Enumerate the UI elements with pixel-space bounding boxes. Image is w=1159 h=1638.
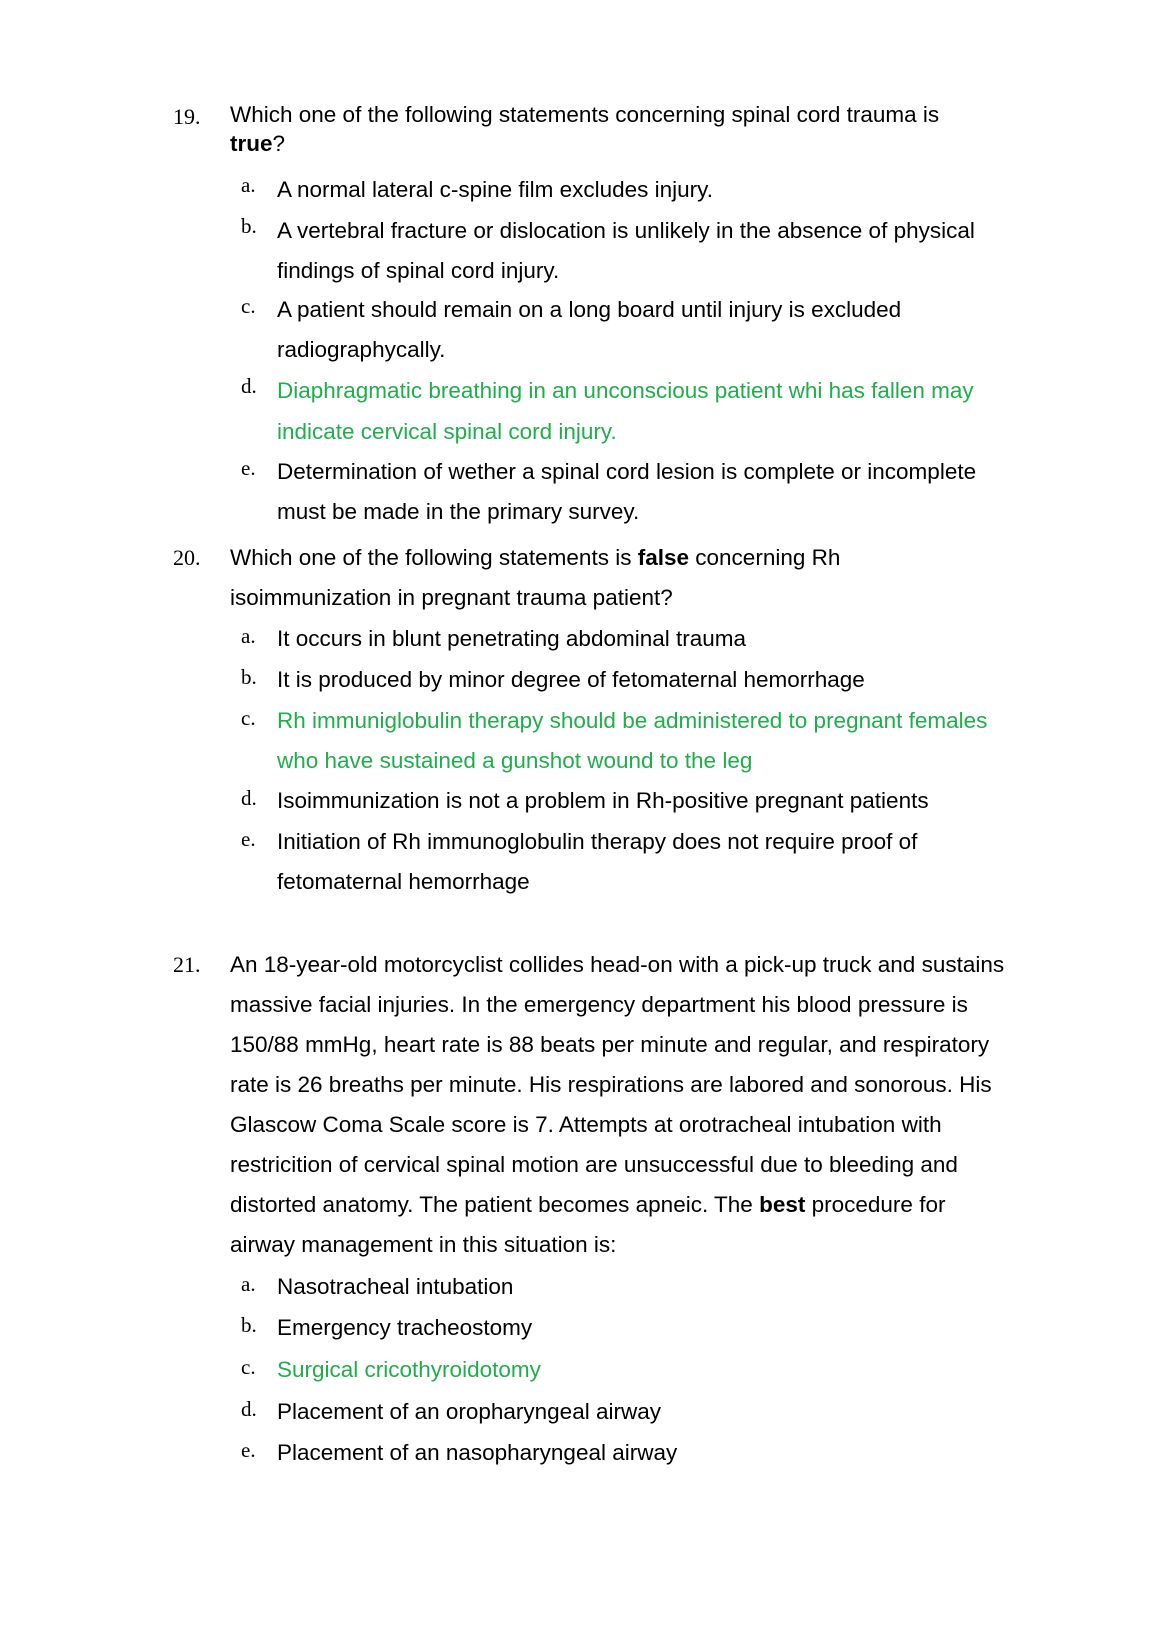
option-text-correct: Surgical cricothyroidotomy <box>277 1357 541 1382</box>
option-letter: c. <box>241 1355 256 1379</box>
option-letter: d. <box>241 374 257 398</box>
option-letter: a. <box>241 173 256 197</box>
option-text: Placement of an nasopharyngeal airway <box>277 1440 678 1465</box>
option-text: Placement of an oropharyngeal airway <box>277 1399 661 1424</box>
option-letter: c. <box>241 294 256 318</box>
question-stem <box>230 538 870 618</box>
stem-text-end: procedure for airway management in this situation is: <box>230 1192 946 1257</box>
option-letter: a. <box>241 1272 256 1296</box>
option-text: Nasotracheal intubation <box>277 1274 514 1299</box>
stem-text: Which one of the following statements is <box>230 545 632 570</box>
stem-emphasis: best <box>759 1192 806 1217</box>
option-letter: b. <box>241 665 257 689</box>
option-text: A patient should remain on a long board until injury is excluded radiographycally. <box>277 297 902 362</box>
stem-text-end: concerning Rh isoimmunization in pregnant trauma patient? <box>230 545 841 610</box>
option-letter: d. <box>241 1397 257 1421</box>
option-text-correct: Rh immuniglobulin therapy should be administered to pregnant females who have sustained a gunshot wound to the leg <box>277 708 988 773</box>
question-number: 19. <box>173 104 201 129</box>
option-text: Emergency tracheostomy <box>277 1315 533 1340</box>
option-letter: b. <box>241 1313 257 1337</box>
option-letter: e. <box>241 1438 256 1462</box>
option-text-correct: Diaphragmatic breathing in an unconscious patient whi has fallen may indicate cervical spinal cord injury. <box>277 378 974 444</box>
option-letter: c. <box>241 706 256 730</box>
option-letter: a. <box>241 624 256 648</box>
option-letter: b. <box>241 214 257 238</box>
question-number: 21. <box>173 952 201 977</box>
option-letter: e. <box>241 827 256 851</box>
stem-emphasis: false <box>637 545 690 570</box>
stem-text-end: ? <box>272 131 286 156</box>
option-text: A normal lateral c-spine film excludes injury. <box>277 177 714 202</box>
option-text: It occurs in blunt penetrating abdominal trauma <box>277 626 747 651</box>
option-text: It is produced by minor degree of fetomaternal hemorrhage <box>277 667 865 692</box>
option-text: Isoimmunization is not a problem in Rh-positive pregnant patients <box>277 788 929 813</box>
option-letter: e. <box>241 456 256 480</box>
stem-text: Which one of the following statements concerning spinal cord trauma is <box>230 102 940 127</box>
question-stem <box>230 100 1020 158</box>
option-text: Initiation of Rh immunoglobulin therapy does not require proof of fetomaternal hemorrhage <box>277 829 918 894</box>
stem-emphasis: true <box>230 131 273 156</box>
question-number: 20. <box>173 545 201 570</box>
stem-text: An 18-year-old motorcyclist collides head-on with a pick-up truck and sustains massive facial injuries. In the emergency department his blood pressure is 150/88 mmHg, heart rate is 88 beats per minute and regular, and respiratory rate is 26 breaths per minute. His respirations are labored and sonorous. His Glascow Coma Scale score is 7. Attempts at orotracheal intubation with restricition of cervical spinal motion are unsuccessful due to bleeding and distorted anatomy. The patient becomes apneic. The <box>230 952 1005 1217</box>
option-letter: d. <box>241 786 257 810</box>
option-text: Determination of wether a spinal cord lesion is complete or incomplete must be made in the primary survey. <box>277 459 977 524</box>
question-stem <box>230 945 1015 1265</box>
option-text: A vertebral fracture or dislocation is unlikely in the absence of physical findings of spinal cord injury. <box>277 218 975 283</box>
